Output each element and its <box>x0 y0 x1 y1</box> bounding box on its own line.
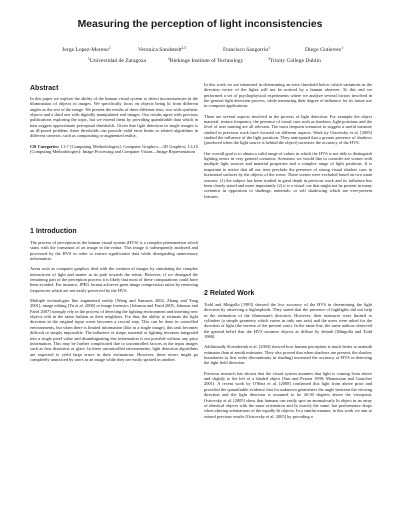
intro-paragraph: Multiple technologies like augmented reality [Wang and Samaras 2002; Zhang and Yang 2001], image editing [Yu et al. 2006] or image forensics [Johnson and Farid 2005; Johnson and Farid 2007] strongly rely in the process of detecting the lighting environment and inserting new objects relit in the same fashion as their neighbors. For that, the ability to estimate the light direction in the original input scene becomes a crucial step. This can be done in controlled environments, but when there is limited information (like in a single image), this task becomes difficult or simply impossible. The influence of shape, material or lighting becomes integrated into a single pixel value and disambiguating this information is not possible without any prior information. This may be further complicated due to uncontrolled factors in the input images such as lens distortion or glare. In these uncontrolled environments, light detection algorithms are expected to yield large errors in their estimations. However, these errors might go completely unnoticed by users in an image while they are easily spotted in another. <box>30 298 198 362</box>
intro-continued <box>204 82 372 199</box>
author-name: Francisco Sangorrin$^1$ <box>223 46 271 53</box>
author-name: Veronica Sundstedt$^{2,3}$ <box>138 46 186 53</box>
introduction-section <box>30 227 198 362</box>
intro-paragraph: Areas such as computer graphics deal with the creation of images by simulating the complex interactions of light and matter in its path towards the retina. However, if we disregard the remaining part of the perception process it is likely that most of these computations could have been avoided. For instance, JPEG format achieves great image compression ratios by removing frequencies which are not easily perceived by the HVS. <box>30 266 198 293</box>
abstract-text: In this paper we explore the ability of the human visual system to detect inconsistencies in the illumination of objects in images. We specifically focus on objects being lit from different angles as the rest of the image. We present the results of three different tests, two with synthetic objects and a third one with digitally manipulated real images. Our results agree with previous publications exploring the topic, but we extend them by providing quantifiable data which in turn suggest approximate perceptual thresholds. Given that light detection in single images is an ill-posed problem, these thresholds can provide valid error limits to related algorithms in different contexts, such as compositing or augmented reality. <box>30 96 198 139</box>
related-paragraph: Additionally Koenderink et al. [2004] showed how human perception is much better at azimuth estimates than at zenith estimates. They also proved that when shadows are present, the shadow boundaries (a first order discontinuity in shading) increased the accuracy of HVS in detecting the light field direction. <box>204 344 372 366</box>
intro-paragraph: Our overall goal is to obtain a valid range of values in which the HVS is not able to distinguish lighting errors in very general scenarios. Scenarios we would like to consider are scenes with multiple light sources and material properties and a complex range of light positions. It is important to notice that all our tests preclude the presence of strong visual shadow cues in horizontal surfaces by the objects of the scene. These scenes were excluded based on two main reasons: (1) the subject has been studied in great depth in previous work and its influence has been clearly stated and more importantly (2) it is a visual cue that might not be present in many scenarios in opposition to shadings, materials, or self shadowing which are ever-present features. <box>204 150 372 199</box>
intro-paragraph: In this work we are interested in determining an error threshold below which variations in the direction vector of the lights will not be noticed by a human observer. To this end we performed a set of psychophysical experiments where we analyze several factors involved in the general light detection process, while measuring their degree of influence for its future use in computer applications. <box>204 82 372 109</box>
author-name: Jorge Lopez-Moreno$^1$ <box>62 46 111 53</box>
affiliation: $^1$Universidad de Zaragoza <box>88 57 147 64</box>
introduction-heading: 1 Introduction <box>30 228 77 235</box>
paper-title: Measuring the perception of light inconsistencies <box>77 19 323 30</box>
cr-categories: CR Categories: I.3.7 [Computing Methodologies]: Computer Graphics—3D Graphics; I.4.10 [Computing Methodologies]: Image Processing and Computer Vision—Image Representation <box>30 143 198 155</box>
related-work-section <box>204 289 372 419</box>
abstract-section <box>30 84 198 154</box>
affiliation: $^2$Blekinge Institute of Technology <box>168 57 244 64</box>
abstract-heading: Abstract <box>30 85 59 92</box>
related-paragraph: Previous research has shown that the visual system assumes that light is coming from above and slightly to the left of a shaded object [Sun and Perona 1998; Mamassian and Goutcher 2001]. A recent work by O'Shea et al. [2008] confirmed this light from above prior and provided the quantifiable evidence that for unknown geometries the angle between the viewing direction and the light direction is assumed to be 20-30 degrees above the viewpoint. Ostrovsky et al. [2005] show that humans can easily spot an anomalously lit object in an array of identical objects with the same orientation and lit exactly the same, but performance drops when altering orientations of the equally-lit objects. In a similar manner, in this work we aim to extend previous results [Ostrovsky et al. 2005] by providing a <box>204 370 372 419</box>
intro-paragraph: There are several aspects involved in the process of light detection. For example the object material, texture frequency, the presence of visual cues such as shadows, light positions and the level of user training are all relevant. The most frequent scenarios to suggest a useful measure studied in previous work have focused on different aspects. Work by Ostrovsky et al. [2005] studied the influence of the light positions. They anticipated that a greater presence of shadows (produced when the light source is behind the object) increases the accuracy of the HVS. <box>204 113 372 146</box>
related-paragraph: Todd and Mingolla [1983] showed the low accuracy of the HVS in determining the light direction by observing a hightopheds. They stated that the presence of highlights did not help in the estimation of the illuminant's direction. However, their measures were limited to cylinders (a simple geometry which varies in only one axis) and the users were asked for the direction of light (the inverse of the present case). In the same line, the same authors observed the general belief that the HVS assumes objects as diffuse by default [Mingolla and Todd 1986]. <box>204 302 372 340</box>
author-name: Diego Gutierrez$^1$ <box>305 46 343 53</box>
related-work-heading: 2 Related Work <box>204 290 255 297</box>
intro-paragraph: The process of perception in the human visual system (HVS) is a complex phenomenon which starts with the formation of an image in the retina. This image is subsequently analyzed and processed by the HVS in order to extract significative data while disregarding unnecessary information. <box>30 240 198 262</box>
affiliation: $^3$Trinity College Dublin <box>268 57 321 64</box>
